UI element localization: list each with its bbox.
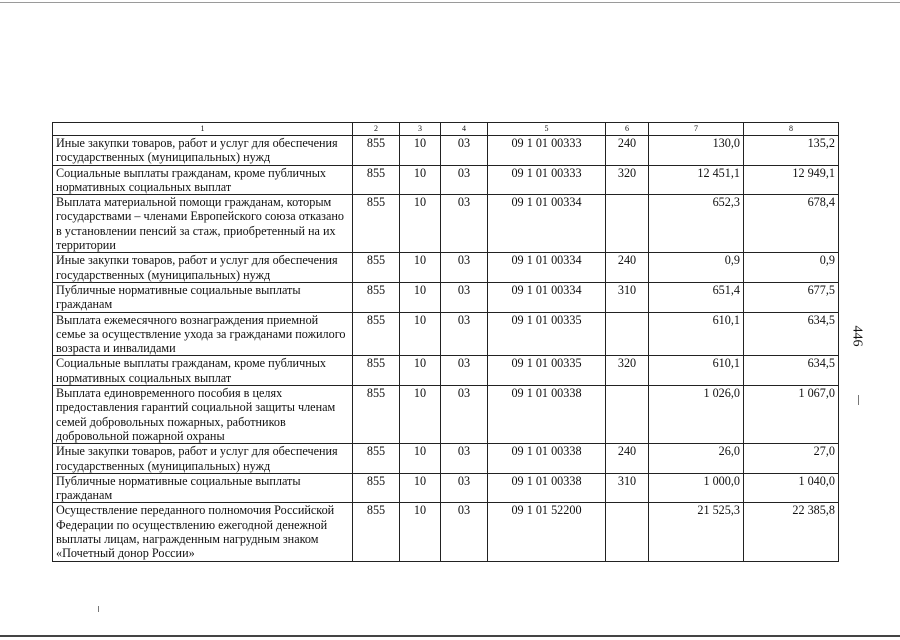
table-row [53, 136, 839, 166]
page-number: 446 [849, 325, 865, 347]
ved-code-cell: 855 [353, 165, 400, 195]
target-article-cell: 09 1 01 00334 [488, 282, 606, 312]
target-article-cell: 09 1 01 52200 [488, 503, 606, 561]
row-name-cell: Публичные нормативные социальные выплаты гражданам [53, 473, 353, 503]
section-code-cell: 10 [400, 165, 441, 195]
row-name-cell: Выплата ежемесячного вознаграждения приемной семье за осуществление ухода за гражданами пожилого возраста и инвалидами [53, 312, 353, 356]
target-article-cell: 09 1 01 00338 [488, 444, 606, 474]
table-row [53, 503, 839, 561]
column-header: 2 [353, 123, 400, 136]
expense-type-cell [606, 195, 649, 253]
expense-type-cell [606, 312, 649, 356]
table-row [53, 386, 839, 444]
row-name-cell: Иные закупки товаров, работ и услуг для обеспечения государственных (муниципальных) нужд [53, 444, 353, 474]
amount-year1-cell: 651,4 [649, 282, 744, 312]
amount-year2-cell: 1 067,0 [744, 386, 839, 444]
amount-year2-cell: 22 385,8 [744, 503, 839, 561]
scan-top-border [0, 2, 900, 3]
target-article-cell: 09 1 01 00333 [488, 136, 606, 166]
expense-type-cell: 310 [606, 282, 649, 312]
table-row [53, 444, 839, 474]
table-row [53, 356, 839, 386]
amount-year1-cell: 0,9 [649, 253, 744, 283]
subsection-code-cell: 03 [441, 444, 488, 474]
column-header: 7 [649, 123, 744, 136]
amount-year1-cell: 1 026,0 [649, 386, 744, 444]
amount-year2-cell: 12 949,1 [744, 165, 839, 195]
subsection-code-cell: 03 [441, 253, 488, 283]
column-header: 1 [53, 123, 353, 136]
expense-type-cell: 240 [606, 444, 649, 474]
column-number-row [53, 123, 839, 136]
ved-code-cell: 855 [353, 444, 400, 474]
target-article-cell: 09 1 01 00334 [488, 195, 606, 253]
ved-code-cell: 855 [353, 503, 400, 561]
subsection-code-cell: 03 [441, 356, 488, 386]
amount-year2-cell: 634,5 [744, 356, 839, 386]
amount-year2-cell: 135,2 [744, 136, 839, 166]
row-name-cell: Осуществление переданного полномочия Российской Федерации по осуществлению ежегодной денежной выплаты лицам, награжденным нагрудным знаком «Почетный донор России» [53, 503, 353, 561]
section-code-cell: 10 [400, 444, 441, 474]
subsection-code-cell: 03 [441, 282, 488, 312]
section-code-cell: 10 [400, 503, 441, 561]
row-name-cell: Социальные выплаты гражданам, кроме публичных нормативных социальных выплат [53, 356, 353, 386]
ved-code-cell: 855 [353, 473, 400, 503]
ved-code-cell: 855 [353, 253, 400, 283]
expense-type-cell: 240 [606, 136, 649, 166]
target-article-cell: 09 1 01 00335 [488, 312, 606, 356]
subsection-code-cell: 03 [441, 503, 488, 561]
section-code-cell: 10 [400, 473, 441, 503]
target-article-cell: 09 1 01 00334 [488, 253, 606, 283]
subsection-code-cell: 03 [441, 195, 488, 253]
target-article-cell: 09 1 01 00338 [488, 473, 606, 503]
ved-code-cell: 855 [353, 136, 400, 166]
ved-code-cell: 855 [353, 386, 400, 444]
amount-year2-cell: 27,0 [744, 444, 839, 474]
section-code-cell: 10 [400, 253, 441, 283]
target-article-cell: 09 1 01 00335 [488, 356, 606, 386]
ved-code-cell: 855 [353, 282, 400, 312]
column-header: 6 [606, 123, 649, 136]
column-header: 5 [488, 123, 606, 136]
section-code-cell: 10 [400, 195, 441, 253]
target-article-cell: 09 1 01 00338 [488, 386, 606, 444]
column-header: 8 [744, 123, 839, 136]
ved-code-cell: 855 [353, 195, 400, 253]
section-code-cell: 10 [400, 282, 441, 312]
subsection-code-cell: 03 [441, 473, 488, 503]
amount-year2-cell: 0,9 [744, 253, 839, 283]
amount-year1-cell: 652,3 [649, 195, 744, 253]
scan-artifact-mark [858, 395, 859, 405]
table-body [53, 123, 839, 562]
expense-type-cell [606, 503, 649, 561]
budget-table [52, 122, 839, 562]
amount-year1-cell: 21 525,3 [649, 503, 744, 561]
target-article-cell: 09 1 01 00333 [488, 165, 606, 195]
section-code-cell: 10 [400, 136, 441, 166]
amount-year1-cell: 610,1 [649, 356, 744, 386]
row-name-cell: Иные закупки товаров, работ и услуг для обеспечения государственных (муниципальных) нужд [53, 136, 353, 166]
amount-year2-cell: 634,5 [744, 312, 839, 356]
row-name-cell: Социальные выплаты гражданам, кроме публичных нормативных социальных выплат [53, 165, 353, 195]
subsection-code-cell: 03 [441, 386, 488, 444]
table-row [53, 165, 839, 195]
expense-type-cell [606, 386, 649, 444]
ved-code-cell: 855 [353, 312, 400, 356]
expense-type-cell: 240 [606, 253, 649, 283]
amount-year2-cell: 678,4 [744, 195, 839, 253]
section-code-cell: 10 [400, 386, 441, 444]
table-row [53, 473, 839, 503]
scan-artifact-mark [98, 606, 99, 612]
table-row [53, 282, 839, 312]
ved-code-cell: 855 [353, 356, 400, 386]
amount-year1-cell: 12 451,1 [649, 165, 744, 195]
row-name-cell: Публичные нормативные социальные выплаты гражданам [53, 282, 353, 312]
column-header: 4 [441, 123, 488, 136]
row-name-cell: Иные закупки товаров, работ и услуг для обеспечения государственных (муниципальных) нужд [53, 253, 353, 283]
amount-year1-cell: 26,0 [649, 444, 744, 474]
table-row [53, 253, 839, 283]
amount-year1-cell: 1 000,0 [649, 473, 744, 503]
expense-type-cell: 310 [606, 473, 649, 503]
row-name-cell: Выплата единовременного пособия в целях предоставления гарантий социальной защиты членам семей добровольных пожарных, работников добровольной пожарной охраны [53, 386, 353, 444]
expense-type-cell: 320 [606, 165, 649, 195]
amount-year2-cell: 677,5 [744, 282, 839, 312]
amount-year1-cell: 610,1 [649, 312, 744, 356]
table-row [53, 195, 839, 253]
section-code-cell: 10 [400, 356, 441, 386]
expense-type-cell: 320 [606, 356, 649, 386]
amount-year1-cell: 130,0 [649, 136, 744, 166]
subsection-code-cell: 03 [441, 312, 488, 356]
section-code-cell: 10 [400, 312, 441, 356]
table-row [53, 312, 839, 356]
column-header: 3 [400, 123, 441, 136]
amount-year2-cell: 1 040,0 [744, 473, 839, 503]
scan-bottom-border [0, 635, 900, 637]
subsection-code-cell: 03 [441, 136, 488, 166]
row-name-cell: Выплата материальной помощи гражданам, которым государствами – членами Европейского союза отказано в установлении пенсий за стаж, приобретенный на их территории [53, 195, 353, 253]
subsection-code-cell: 03 [441, 165, 488, 195]
